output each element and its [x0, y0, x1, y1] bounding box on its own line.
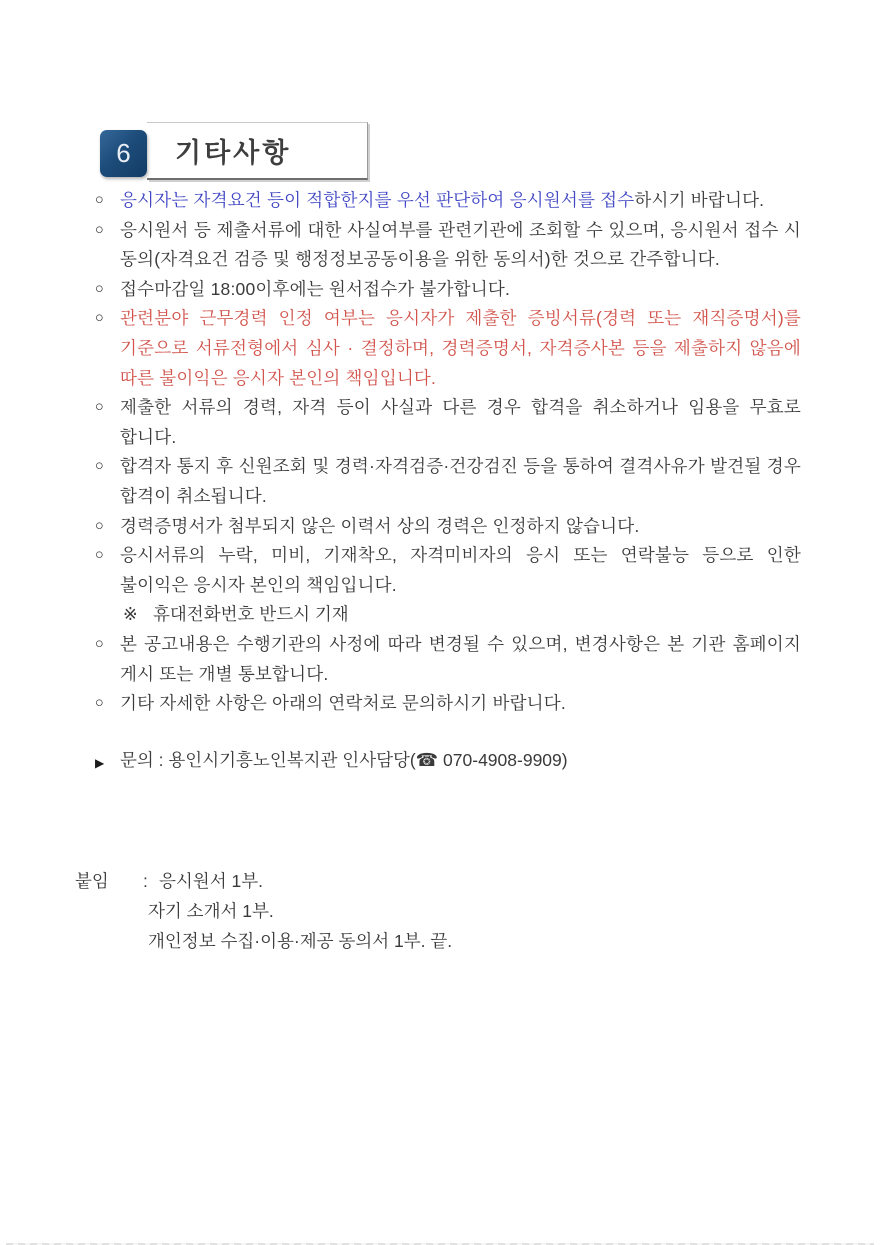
list-item-text: 기타 자세한 사항은 아래의 연락처로 문의하시기 바랍니다. [120, 693, 566, 714]
phone-icon: ☎ [415, 749, 439, 770]
attachments-block [75, 866, 452, 956]
section-body [95, 186, 801, 778]
circle-bullet-icon: ○ [95, 221, 104, 238]
list-item [95, 275, 801, 305]
circle-bullet-icon: ○ [95, 547, 104, 564]
contact-prefix: 문의 : 용인시기흥노인복지관 인사담당( [120, 749, 416, 770]
circle-bullet-icon: ○ [95, 517, 104, 534]
triangle-arrow-icon: ▶ [95, 755, 105, 770]
circle-bullet-icon: ○ [95, 458, 104, 475]
contact-phone-number: 070-4908-9909) [438, 749, 568, 770]
circle-bullet-icon: ○ [95, 192, 104, 208]
contact-line [95, 746, 801, 779]
list-item [95, 393, 801, 452]
circle-bullet-icon: ○ [95, 399, 104, 416]
list-item-text: 응시서류의 누락, 미비, 기재착오, 자격미비자의 응시 또는 연락불능 등으로 인한 불이익은 응시자 본인의 책임입니다. [120, 545, 801, 595]
attachments-colon: : [143, 871, 148, 891]
section-title: 기타사항 [175, 138, 292, 168]
circle-bullet-icon: ○ [95, 280, 104, 297]
list-item-note [95, 600, 801, 630]
section-number: 6 [116, 138, 131, 168]
list-item-text: 응시원서 등 제출서류에 대한 사실여부를 관련기관에 조회할 수 있으며, 응시원서 접수 시 동의(자격요건 검증 및 행정정보공동이용을 위한 동의서)한 것으로 간주합니다. [120, 219, 801, 270]
circle-bullet-icon: ○ [95, 695, 104, 712]
contact-text [120, 746, 568, 779]
list-item-text: 제출한 서류의 경력, 자격 등이 사실과 다른 경우 합격을 취소하거나 임용을 무효로 합니다. [120, 397, 801, 447]
attachment-line [75, 866, 452, 896]
list-item [95, 689, 801, 719]
list-item-text [120, 186, 801, 216]
attachment-item: 개인정보 수집·이용·제공 동의서 1부. 끝. [148, 931, 453, 951]
attachment-item: 자기 소개서 1부. [148, 901, 274, 921]
list-item [95, 186, 801, 216]
list-item-text: 본 공고내용은 수행기관의 사정에 따라 변경될 수 있으며, 변경사항은 본 기관 홈페이지 게시 또는 개별 통보합니다. [120, 633, 801, 684]
list-item [95, 630, 801, 689]
attachment-line [75, 926, 452, 956]
list-item-alert [95, 304, 801, 393]
circle-bullet-icon: ○ [95, 310, 104, 327]
list-item [95, 541, 801, 600]
list-item-text: 접수마감일 18:00이후에는 원서접수가 불가합니다. [120, 278, 511, 299]
circle-bullet-icon: ○ [95, 635, 104, 652]
list-item [95, 216, 801, 275]
plain-text: 하시기 바랍니다. [634, 190, 765, 210]
attachment-line [75, 896, 452, 926]
highlighted-text: 응시자는 자격요건 등이 적합한지를 우선 판단하여 응시원서를 접수 [120, 190, 635, 210]
attachment-item: 응시원서 1부. [159, 871, 263, 891]
list-item-text: 합격자 통지 후 신원조회 및 경력·자격검증·건강검진 등을 통하여 결격사유가 발견될 경우 합격이 취소됩니다. [120, 456, 801, 506]
note-text: 휴대전화번호 반드시 기재 [153, 604, 349, 625]
list-item-text: 경력증명서가 첨부되지 않은 이력서 상의 경력은 인정하지 않습니다. [120, 515, 640, 536]
reference-mark-icon: ※ [123, 604, 138, 625]
list-item [95, 452, 801, 511]
attachments-label: 붙임 [75, 871, 109, 891]
section-title-box [147, 122, 368, 180]
section-number-badge [100, 130, 147, 177]
list-item [95, 512, 801, 542]
list-item-alert-text: 관련분야 근무경력 인정 여부는 응시자가 제출한 증빙서류(경력 또는 재직증명서)를 기준으로 서류전형에서 심사 · 결정하며, 경력증명서, 자격증사본 등을 제출하지 않음에 따른 불이익은 응시자 본인의 책임입니다. [120, 308, 801, 388]
